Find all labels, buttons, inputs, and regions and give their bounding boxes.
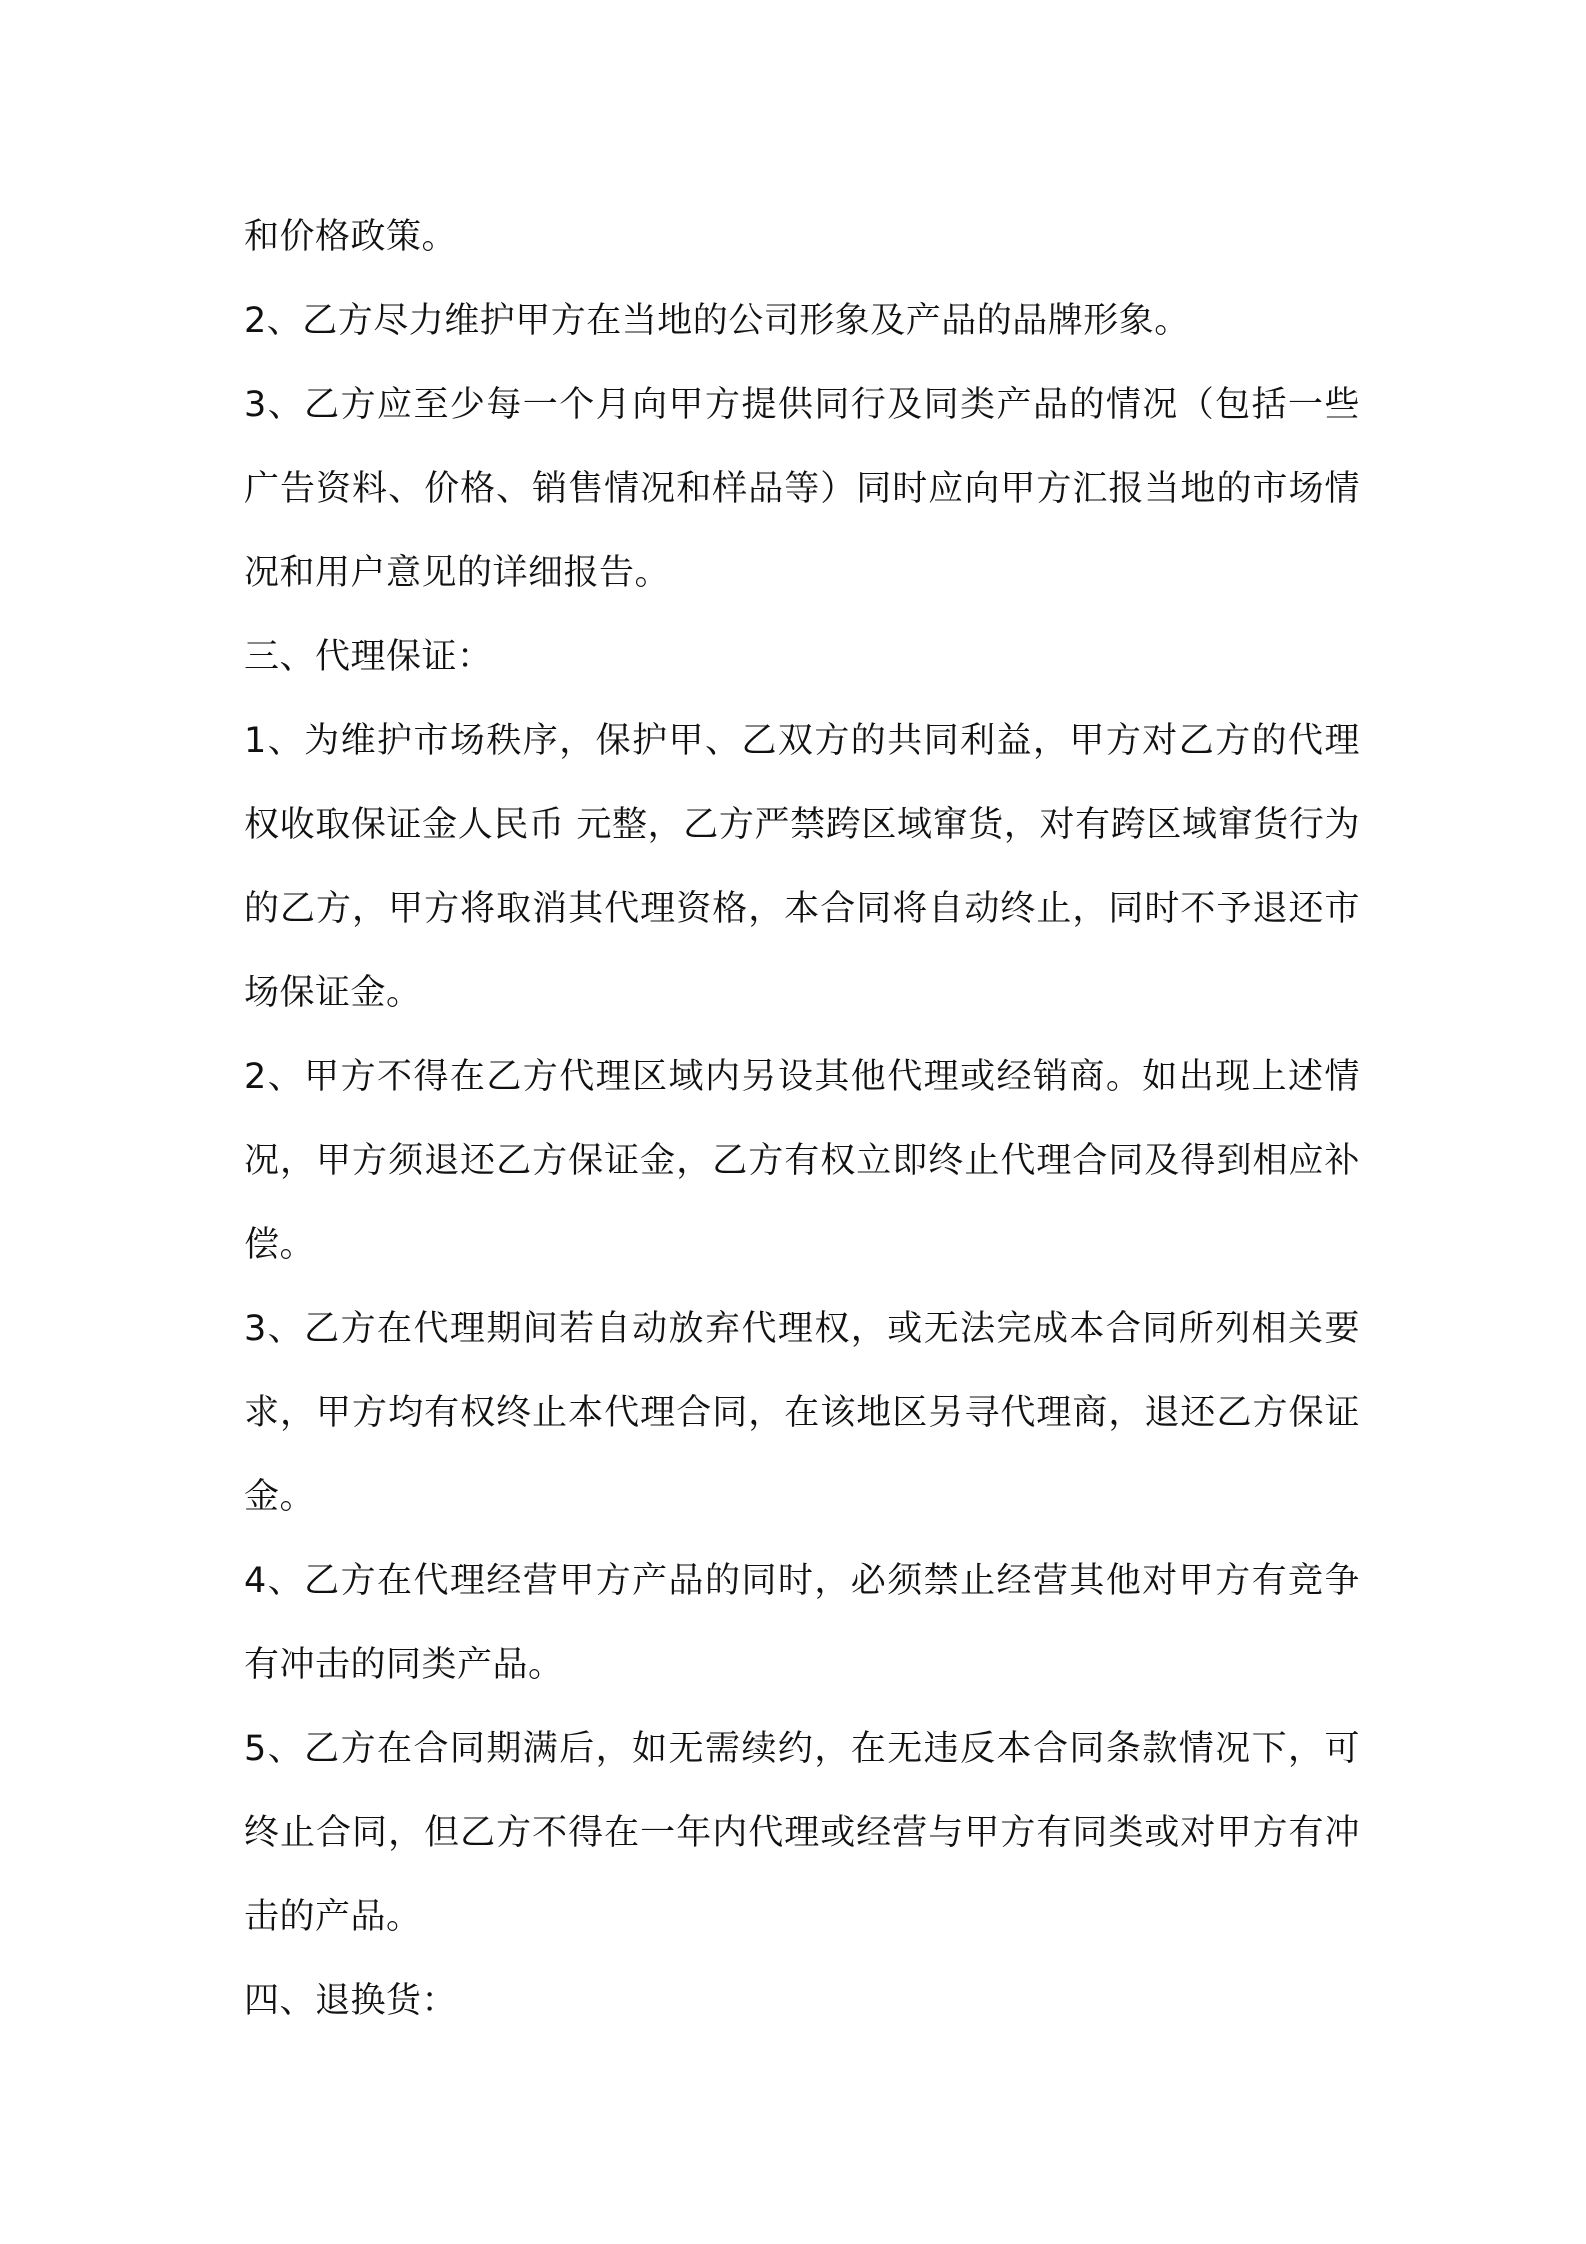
- paragraph-guarantee-2-exclusivity: 2、甲方不得在乙方代理区域内另设其他代理或经销商。如出现上述情况，甲方须退还乙方保证金，乙方有权立即终止代理合同及得到相应补偿。: [244, 1057, 1360, 1265]
- document-body: [244, 195, 1360, 2043]
- paragraph-guarantee-5-expiry: 5、乙方在合同期满后，如无需续约，在无违反本合同条款情况下，可终止合同，但乙方不得在一年内代理或经营与甲方有同类或对甲方有冲击的产品。: [244, 1729, 1360, 1937]
- paragraph-guarantee-1-deposit: 1、为维护市场秩序，保护甲、乙双方的共同利益，甲方对乙方的代理权收取保证金人民币 元整，乙方严禁跨区域窜货，对有跨区域窜货行为的乙方，甲方将取消其代理资格，本合同将自动终止，同时不予退还市场保证金。: [244, 721, 1360, 1013]
- paragraph-clause-3-market-report: 3、乙方应至少每一个月向甲方提供同行及同类产品的情况（包括一些广告资料、价格、销售情况和样品等）同时应向甲方汇报当地的市场情况和用户意见的详细报告。: [244, 385, 1360, 593]
- section-heading-returns: 四、退换货：: [244, 1981, 458, 2021]
- paragraph-guarantee-3-termination: 3、乙方在代理期间若自动放弃代理权，或无法完成本合同所列相关要求，甲方均有权终止本代理合同，在该地区另寻代理商，退还乙方保证金。: [244, 1309, 1360, 1517]
- section-heading-agency-guarantee: 三、代理保证：: [244, 637, 493, 677]
- paragraph-guarantee-4-non-compete: 4、乙方在代理经营甲方产品的同时，必须禁止经营其他对甲方有竞争有冲击的同类产品。: [244, 1561, 1360, 1685]
- paragraph-pricing-policy-end: 和价格政策。: [244, 217, 458, 257]
- paragraph-clause-2-brand-image: 2、乙方尽力维护甲方在当地的公司形象及产品的品牌形象。: [244, 301, 1190, 341]
